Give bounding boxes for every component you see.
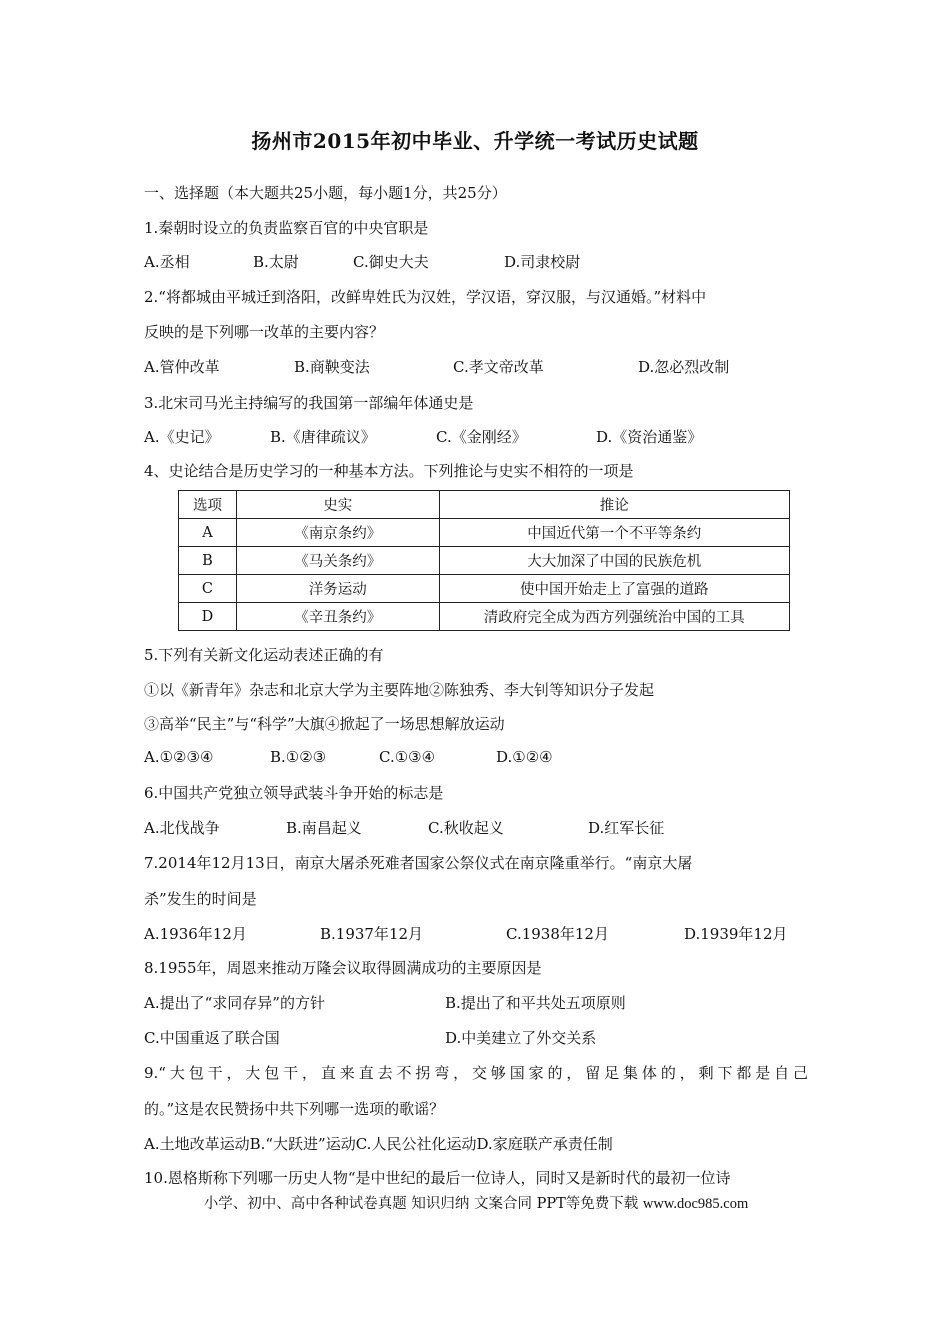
- q9-options: A.土地改革运动B.“大跃进”运动C.人民公社化运动D.家庭联产承责任制: [144, 1135, 613, 1153]
- q8-option-d: D.中美建立了外交关系: [445, 1029, 597, 1047]
- q6-option-b: B.南昌起义: [286, 819, 362, 837]
- page-title: 扬州市2015年初中毕业、升学统一考试历史试题: [251, 129, 699, 153]
- q2-option-d: D.忽必烈改制: [638, 358, 730, 376]
- q9-stem-line1: 9.“大包干，大包干，直来直去不拐弯，交够国家的，留足集体的，剩下都是自己: [144, 1064, 808, 1082]
- q3-option-c: C.《金刚经》: [436, 428, 527, 446]
- table-header-cell: 选项: [179, 491, 237, 519]
- q2-option-b: B.商鞅变法: [294, 358, 370, 376]
- table-cell: 使中国开始走上了富强的道路: [439, 575, 789, 603]
- table-cell: B: [179, 547, 237, 575]
- table-row: [179, 575, 790, 603]
- q7-option-d: D.1939年12月: [684, 925, 788, 943]
- section-heading: 一、选择题（本大题共25小题，每小题1分，共25分）: [144, 184, 507, 202]
- q9-stem-line2: 的。”这是农民赞扬中共下列哪一选项的歌谣？: [144, 1100, 445, 1118]
- q2-option-c: C.孝文帝改革: [453, 358, 544, 376]
- q10-stem-line1: 10.恩格斯称下列哪一历史人物“是中世纪的最后一位诗人，同时又是新时代的最初一位诗: [144, 1169, 731, 1187]
- table-cell: D: [179, 603, 237, 631]
- table-cell: 清政府完全成为西方列强统治中国的工具: [439, 603, 789, 631]
- q1-option-d: D.司隶校尉: [504, 253, 581, 271]
- q5-statements-line1: ①以《新青年》杂志和北京大学为主要阵地②陈独秀、李大钊等知识分子发起: [144, 681, 655, 699]
- table-cell: A: [179, 519, 237, 547]
- table-header-cell: 史实: [236, 491, 439, 519]
- table-row: [179, 547, 790, 575]
- q3-stem: 3.北宋司马光主持编写的我国第一部编年体通史是: [144, 394, 474, 412]
- table-cell: 中国近代第一个不平等条约: [439, 519, 789, 547]
- q2-stem-line1: 2.“将都城由平城迁到洛阳，改鲜卑姓氏为汉姓，学汉语，穿汉服，与汉通婚。”材料中: [144, 288, 707, 306]
- q5-stem: 5.下列有关新文化运动表述正确的有: [144, 646, 384, 664]
- q7-stem-line2: 杀”发生的时间是: [144, 890, 257, 908]
- q5-statements-line2: ③高举“民主”与“科学”大旗④掀起了一场思想解放运动: [144, 715, 505, 733]
- q6-option-d: D.红军长征: [588, 819, 665, 837]
- q3-option-d: D.《资治通鉴》: [596, 428, 703, 446]
- q6-stem: 6.中国共产党独立领导武装斗争开始的标志是: [144, 784, 444, 802]
- footer-url[interactable]: www.doc985.com: [642, 1196, 749, 1212]
- q5-option-c: C.①③④: [379, 748, 436, 766]
- q8-option-a: A.提出了“求同存异”的方针: [144, 994, 325, 1012]
- q3-option-a: A.《史记》: [144, 428, 220, 446]
- q1-stem: 1.秦朝时设立的负责监察百官的中央官职是: [144, 219, 429, 237]
- table-cell: 《辛丑条约》: [236, 603, 439, 631]
- footer-banner: [144, 1192, 808, 1213]
- table-cell: 《马关条约》: [236, 547, 439, 575]
- table-header-cell: 推论: [439, 491, 789, 519]
- table-row: [179, 519, 790, 547]
- q7-option-a: A.1936年12月: [144, 925, 247, 943]
- q1-option-b: B.太尉: [253, 253, 299, 271]
- table-cell: 洋务运动: [236, 575, 439, 603]
- q6-option-c: C.秋收起义: [428, 819, 504, 837]
- q7-stem-line1: 7.2014年12月13日，南京大屠杀死难者国家公祭仪式在南京隆重举行。“南京大屠: [144, 854, 693, 872]
- q6-option-a: A.北伐战争: [144, 819, 220, 837]
- q8-stem: 8.1955年，周恩来推动万隆会议取得圆满成功的主要原因是: [144, 959, 542, 977]
- q5-option-a: A.①②③④: [144, 748, 214, 766]
- q8-option-b: B.提出了和平共处五项原则: [445, 994, 626, 1012]
- q7-option-b: B.1937年12月: [320, 925, 424, 943]
- q8-option-c: C.中国重返了联合国: [144, 1029, 280, 1047]
- q7-option-c: C.1938年12月: [506, 925, 609, 943]
- q2-option-a: A.管仲改革: [144, 358, 220, 376]
- q1-option-c: C.御史大夫: [353, 253, 429, 271]
- table-cell: C: [179, 575, 237, 603]
- q5-option-d: D.①②④: [496, 748, 553, 766]
- q5-option-b: B.①②③: [270, 748, 327, 766]
- q1-option-a: A.丞相: [144, 253, 190, 271]
- q4-stem: 4、史论结合是历史学习的一种基本方法。下列推论与史实不相符的一项是: [144, 462, 634, 480]
- table-cell: 大大加深了中国的民族危机: [439, 547, 789, 575]
- footer-text: 小学、初中、高中各种试卷真题 知识归纳 文案合同 PPT等免费下载: [203, 1196, 639, 1212]
- table-row: [179, 603, 790, 631]
- q3-option-b: B.《唐律疏议》: [270, 428, 376, 446]
- table-header-row: [179, 491, 790, 519]
- q4-table: [178, 490, 790, 631]
- q2-stem-line2: 反映的是下列哪一改革的主要内容？: [144, 323, 385, 341]
- table-cell: 《南京条约》: [236, 519, 439, 547]
